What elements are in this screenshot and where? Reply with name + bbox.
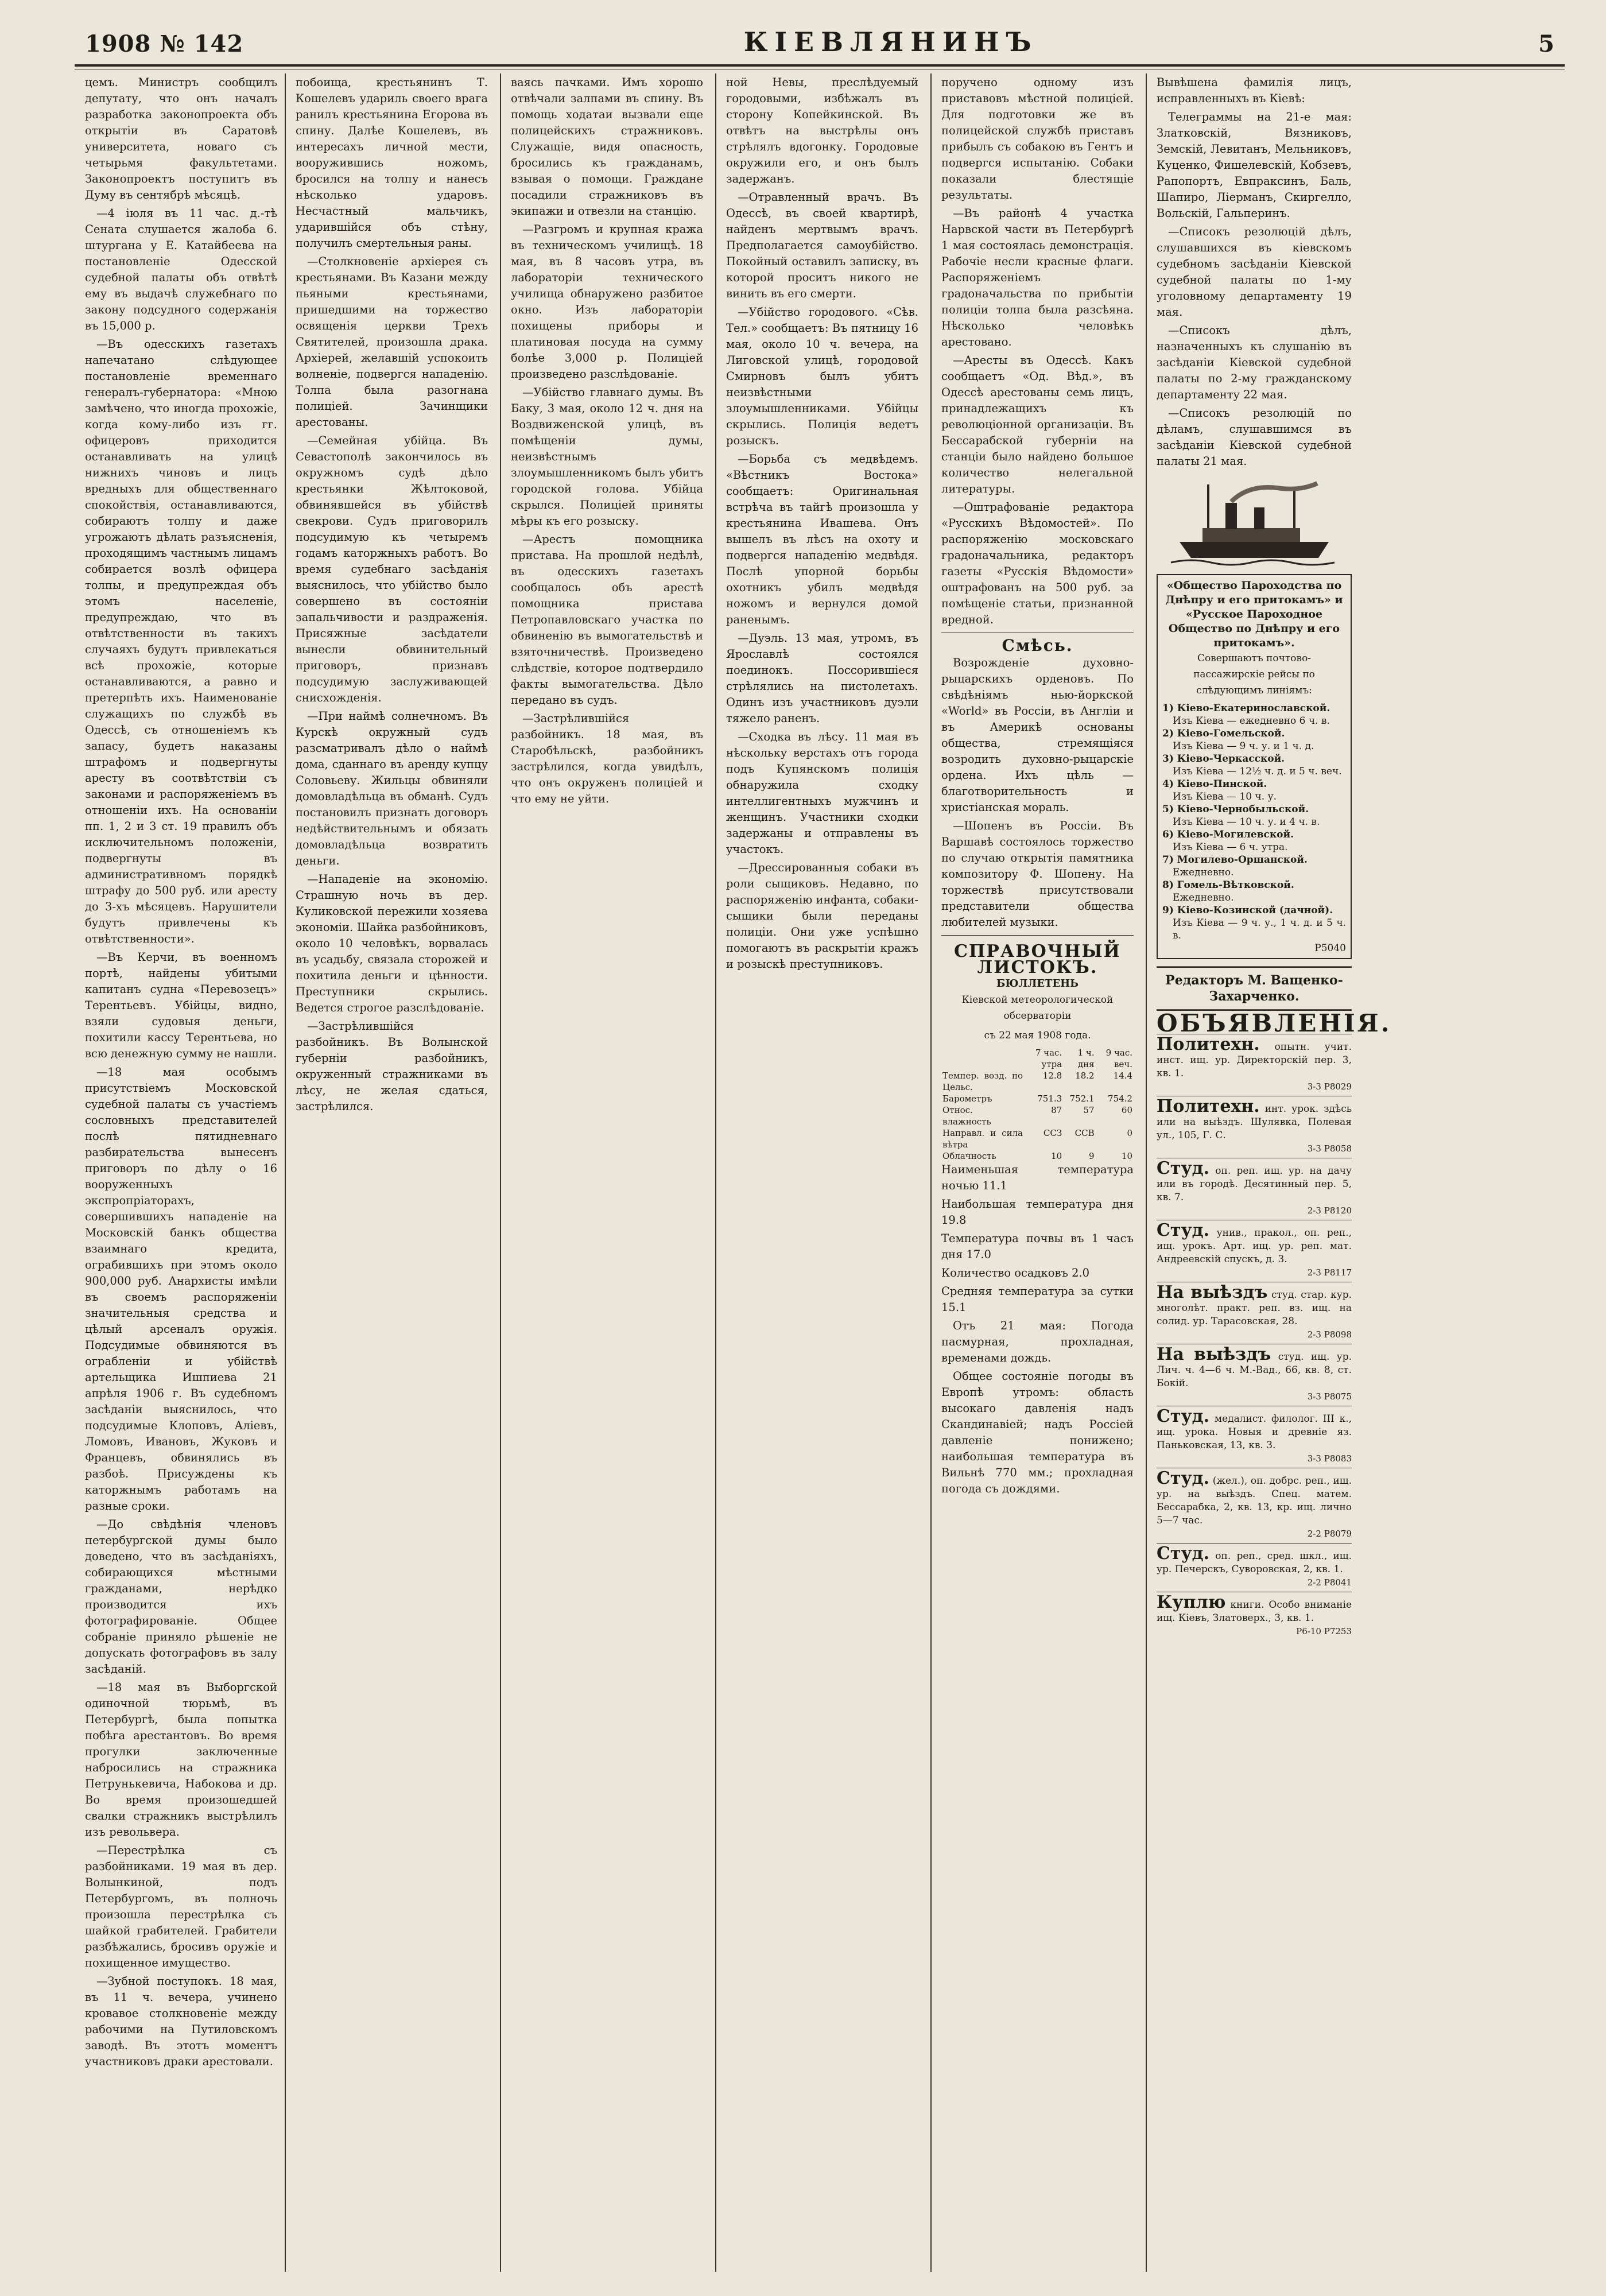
shipping-advertisement	[1157, 574, 1352, 959]
weather-cell: Барометръ	[942, 1093, 992, 1104]
bulletin-date: съ 22 мая 1908 года.	[984, 1030, 1091, 1041]
ad-text: оп. реп. ищ. ур. на дачу или въ городѣ. Десятинный пер. 5, кв. 7.	[1157, 1165, 1352, 1203]
ad-code: Р6-10 P7253	[1296, 1626, 1352, 1636]
route-times: Ежедневно.	[1173, 867, 1234, 878]
weather-cell: 0	[1127, 1128, 1132, 1138]
classified-ad	[1157, 1220, 1352, 1282]
article-paragraph: —Дуэль. 13 мая, утромъ, въ Ярославлѣ состоялся поединокъ. Поссорившіеся стрѣлялись на пистолетахъ. Одинъ изъ участниковъ дуэли тяжело раненъ.	[726, 631, 918, 725]
article-paragraph: —Разгромъ и крупная кража въ техническомъ училищѣ. 18 мая, въ 8 часовъ утра, въ лабораторіи технического училища обнаружено разбитое окно. Изъ лабораторіи похищены приборы и платиновая посуда на сумму болѣе 3,000 р. Полиціей произведено разслѣдованіе.	[511, 223, 703, 381]
weather-note: Средняя температура за сутки 15.1	[941, 1285, 1134, 1314]
ad-lead: Студ.	[1157, 1220, 1210, 1240]
route-name: 6) Кіево-Могилевской.	[1162, 829, 1294, 840]
weather-table	[941, 1047, 1134, 1162]
weather-header-cell: 9 час. веч.	[1105, 1048, 1132, 1069]
ad-text: медалист. филолог. III к., ищ. урока. Новыя и древніе яз. Паньковская, 13, кв. 3.	[1157, 1413, 1352, 1451]
article-paragraph: —Дрессированныя собаки въ роли сыщиковъ. Недавно, по распоряженію инфанта, собаки-сыщики были переданы полиціи. Они уже успѣшно помогаютъ въ раскрытіи кражъ и розыскѣ преступниковъ.	[726, 861, 918, 971]
section-divider	[941, 935, 1134, 936]
weather-note: Отъ 21 мая: Погода пасмурная, прохладная, временами дождь.	[941, 1319, 1134, 1364]
article-paragraph: —Застрѣлившійся разбойникъ. Въ Волынской губерніи разбойникъ, окруженный стражниками въ лѣсу, не желая сдаться, застрѣлился.	[296, 1019, 488, 1113]
article-paragraph: ваясь пачками. Имъ хорошо отвѣчали залпами въ спину. Въ помощь ходатаи вызвали еще полицейскихъ стражниковъ. Служащіе, видя опасность, бросились къ гражданамъ, взывая о помощи. Граждане посадили стражниковъ въ экипажи и отвезли на станцію.	[511, 76, 703, 218]
weather-cell: 10	[1121, 1151, 1132, 1161]
column-rule	[1146, 73, 1147, 2272]
classified-ad	[1157, 1282, 1352, 1344]
route-times: Изъ Кіева — 12½ ч. д. и 5 ч. веч.	[1173, 766, 1342, 777]
page-number: 5	[1538, 30, 1554, 57]
shipping-code: Р5040	[1314, 943, 1346, 954]
ad-code: 3-3 P8058	[1307, 1143, 1352, 1154]
route-name: 5) Кіево-Чернобыльской.	[1162, 804, 1309, 815]
ad-code: 2-3 P8120	[1307, 1205, 1352, 1216]
route-times: Ежедневно.	[1173, 892, 1234, 903]
classified-ad	[1157, 1344, 1352, 1406]
route-times: Изъ Кіева — ежедневно 6 ч. в.	[1173, 715, 1330, 727]
miscellany-paragraph: Возрожденіе духовно-рыцарскихъ орденовъ. По свѣдѣніямъ нью-йоркской «World» въ Россіи, въ Англіи и въ Америкѣ основаны общества, стремящіяся возродить духовно-рыцарскіе ордена. Ихъ цѣль — благотворительность и христіанская мораль.	[941, 656, 1134, 814]
shipping-route	[1162, 727, 1346, 753]
shipping-companies: «Общество Пароходства по Днѣпру и его притокамъ» и «Русское Пароходное Общество по Днѣпру и его притокамъ».	[1165, 579, 1343, 649]
ad-code: 2-3 P8117	[1307, 1267, 1352, 1278]
ad-code: 3-3 P8075	[1307, 1391, 1352, 1402]
route-times: Изъ Кіева — 10 ч. у. и 4 ч. в.	[1173, 816, 1320, 828]
route-name: 1) Кіево-Екатеринославской.	[1162, 703, 1330, 714]
weather-note: Количество осадковъ 2.0	[941, 1266, 1090, 1279]
article-paragraph: —При наймѣ солнечномъ. Въ Курскѣ окружный судъ разсматривалъ дѣло о наймѣ дома, сданнаго въ аренду купцу Соловьеву. Жильцы обвиняли домовладѣльца въ обманѣ. Судъ постановилъ признать договоръ недѣйствительнымъ и обязать домовладѣльца возвратить деньги.	[296, 709, 488, 867]
weather-cell: Облачность	[942, 1151, 996, 1161]
article-paragraph: —Семейная убійца. Въ Севастополѣ закончилось въ окружномъ судѣ дѣло крестьянки Жѣлтоковой, обвинявшейся въ убійствѣ свекрови. Судъ приговорилъ подсудимую къ четыремъ годамъ каторжныхъ работъ. Во время судебнаго засѣданія выяснилось, что убійство было совершено въ состояніи запальчивости и раздраженія. Присяжные засѣдатели вынесли обвинительный приговоръ, признавъ подсудимую заслуживающей снисхожденія.	[296, 434, 488, 704]
weather-note: Наибольшая температура дня 19.8	[941, 1197, 1134, 1227]
article-column-5	[941, 75, 1134, 2267]
article-paragraph: —Перестрѣлка съ разбойниками. 19 мая въ дер. Волынкиной, подъ Петербургомъ, въ полночь произошла перестрѣлка съ шайкой грабителей. Грабители разбѣжались, бросивъ оружіе и похищенное имущество.	[85, 1844, 277, 1969]
classified-ad	[1157, 1034, 1352, 1096]
weather-cell: ССВ	[1074, 1128, 1095, 1138]
weather-row	[941, 1070, 1134, 1093]
article-column-1	[85, 75, 277, 2267]
ad-lead: На выѣздъ	[1157, 1344, 1271, 1364]
ad-text: книги. Особо вниманіе ищ. Кіевъ, Златоверх., 3, кв. 1.	[1157, 1599, 1352, 1624]
article-paragraph: —4 іюля въ 11 час. д.-тѣ Сената слушается жалоба 6. штургана у Е. Катайбеева на постановленіе Одесской судебной палаты объ отвѣтѣ ему въ выдачѣ служебнаго по закону подсудного содержанія въ 15,000 р.	[85, 207, 277, 332]
newspaper-title: КІЕВЛЯНИНЪ	[743, 26, 1038, 57]
article-paragraph: ной Невы, преслѣдуемый городовыми, избѣжалъ въ сторону Копейкинской. Въ отвѣтъ на выстрѣлы онъ стрѣлялъ вдогонку. Городовые окружили его, и онъ былъ задержанъ.	[726, 76, 918, 185]
article-paragraph: —Нападеніе на экономію. Страшную ночь въ дер. Куликовской пережили хозяева экономіи. Шайка разбойниковъ, около 10 человѣкъ, ворвалась въ усадьбу, связала сторожей и похитила деньги и цѣнности. Преступники скрылись. Ведется строгое разслѣдованіе.	[296, 872, 488, 1014]
article-paragraph: —Убійство главнаго думы. Въ Баку, 3 мая, около 12 ч. дня на Воздвиженской улицѣ, въ помѣщеніи думы, неизвѣстнымъ злоумышленникомъ былъ убитъ городской голова. Убійца скрылся. Полиціей приняты мѣры къ его розыску.	[511, 386, 703, 528]
ad-code: 3-3 P8083	[1307, 1453, 1352, 1464]
column-6	[1157, 75, 1392, 2267]
article-paragraph: —Столкновеніе архіерея съ крестьянами. Въ Казани между пьяными крестьянами, пришедшими на торжество освященія церкви Трехъ Святителей, произошла драка. Архіерей, желавшій успокоить волненіе, подвергся нападенію. Толпа была разогнана полиціей. Зачинщики арестованы.	[296, 255, 488, 429]
court-list: —Списокъ дѣлъ, назначенныхъ къ слушанію въ засѣданіи Кіевской судебной палаты по 2-му гражданскому департаменту 22 мая.	[1157, 324, 1352, 401]
column-rule	[500, 73, 501, 2272]
weather-row	[941, 1127, 1134, 1150]
weather-cell: 9	[1089, 1151, 1095, 1161]
ad-lead: Куплю	[1157, 1592, 1226, 1612]
steamship-icon	[1168, 473, 1340, 571]
weather-note: Температура почвы въ 1 часъ дня 17.0	[941, 1232, 1134, 1261]
route-times: Изъ Кіева — 10 ч. у.	[1173, 791, 1277, 802]
shipping-route	[1162, 753, 1346, 778]
classified-ad	[1157, 1406, 1352, 1468]
telegram-text: Телеграммы на 21-е мая: Златковскій, Вязниковъ, Земскій, Левитанъ, Мельниковъ, Куценко, Фишелевскій, Кобзевъ, Рапопортъ, Евпраксинъ, Баль, Шапиро, Ліерманъ, Скиргелло, Вольскій, Гальперинъ.	[1157, 110, 1352, 220]
weather-row	[941, 1093, 1134, 1104]
ad-lead: На выѣздъ	[1157, 1282, 1268, 1302]
masthead	[85, 21, 1554, 57]
article-paragraph: —Сходка въ лѣсу. 11 мая въ нѣскольку верстахъ отъ города подъ Купянскомъ полиція обнаружила сходку интеллигентныхъ мужчинъ и женщинъ. Участники сходки задержаны и отправлены въ участокъ.	[726, 730, 918, 856]
article-paragraph: поручено одному изъ приставовъ мѣстной полиціей. Для подготовки же въ полицейской службѣ приставъ прибылъ съ собакою въ Гентъ и подвергся испытанію. Собаки показали блестящіе результаты.	[941, 76, 1134, 201]
weather-cell: 14.4	[1113, 1071, 1132, 1081]
article-paragraph: —Зубной поступокъ. 18 мая, въ 11 ч. вечера, учинено кровавое столкновеніе между рабочими на Путиловскомъ заводѣ. Въ этотъ моментъ участниковъ драки арестовали.	[85, 1975, 277, 2068]
route-times: Изъ Кіева — 9 ч. у., 1 ч. д. и 5 ч. в.	[1173, 917, 1346, 941]
article-paragraph: —Борьба съ медвѣдемъ. «Вѣстникъ Востока» сообщаетъ: Оригинальная встрѣча въ тайгѣ произошла у крестьянина Ивашева. Онъ вышелъ въ лѣсъ на охоту и подвергся нападенію медвѣдя. Послѣ упорной борьбы охотникъ убилъ медвѣдя ножомъ и вернулся домой раненымъ.	[726, 452, 918, 626]
telegram-heading: Вывѣшена фамилія лицъ, исправленныхъ въ Кіевѣ:	[1157, 76, 1352, 105]
classified-ad	[1157, 1468, 1352, 1543]
weather-cell: Относ. влажность	[942, 1105, 991, 1127]
weather-cell: 12.8	[1042, 1071, 1062, 1081]
ad-text: опытн. учит. инст. ищ. ур. Директорскій пер. 3, кв. 1.	[1157, 1041, 1352, 1079]
article-paragraph: —Отравленный врачъ. Въ Одессѣ, въ своей квартирѣ, найденъ мертвымъ врачъ. Предполагается самоубійство. Покойный оставилъ записку, въ которой проситъ никого не винить въ его смерти.	[726, 191, 918, 300]
weather-cell: 751.3	[1037, 1093, 1062, 1104]
article-paragraph: —Убійство городового. «Сѣв. Тел.» сообщаетъ: Въ пятницу 16 мая, около 10 ч. вечера, на Лиговской улицѣ, городовой Смирновъ былъ убитъ неизвѣстными злоумышленниками. Убійцы скрылись. Полиція ведетъ розыскъ.	[726, 305, 918, 447]
route-times: Изъ Кіева — 9 ч. у. и 1 ч. д.	[1173, 740, 1314, 752]
article-column-4	[726, 75, 918, 2267]
route-name: 7) Могилево-Оршанской.	[1162, 854, 1308, 866]
weather-header-cell: 7 час. утра	[1035, 1048, 1062, 1069]
ad-text: (жел.), оп. добрс. реп., ищ. ур. на выѣздъ. Спец. матем. Бессарабка, 2, кв. 13, кр. ищ. лично 5—7 час.	[1157, 1475, 1352, 1526]
article-paragraph: —До свѣдѣнія членовъ петербургской думы было доведено, что въ засѣданіяхъ, собирающихся мѣстными гражданами, нерѣдко производится ихъ фотографированіе. Общее собраніе приняло рѣшеніе не допускать фотографовъ въ залу засѣданій.	[85, 1518, 277, 1676]
ad-text: оп. реп., сред. шкл., ищ. ур. Печерскъ, Суворовская, 2, кв. 1.	[1157, 1550, 1352, 1575]
miscellany-paragraph: —Шопенъ въ Россіи. Въ Варшавѣ состоялось торжество по случаю открытія памятника композитору Ф. Шопену. На торжествѣ присутствовали представители общества любителей музыки.	[941, 819, 1134, 929]
weather-cell: ССЗ	[1043, 1128, 1062, 1138]
route-name: 4) Кіево-Пинской.	[1162, 778, 1267, 790]
editor-line: Редакторъ М. Ващенко-Захарченко.	[1157, 966, 1352, 1011]
weather-cell: 87	[1051, 1105, 1062, 1115]
ad-text: студ. ищ. ур. Лич. ч. 4—6 ч. М.-Вад., 66, кв. 8, ст. Бокій.	[1157, 1351, 1352, 1389]
article-paragraph: —18 мая въ Выборгской одиночной тюрьмѣ, въ Петербургѣ, была попытка побѣга арестантовъ. Во время прогулки заключенные набросились на стражника Петрунькевича, Набокова и др. Во время произошедшей свалки стражникъ выстрѣлилъ изъ револьвера.	[85, 1681, 277, 1839]
weather-cell: 754.2	[1108, 1093, 1132, 1104]
article-paragraph: побоища, крестьянинъ Т. Кошелевъ удариль своего врага ранилъ крестьянина Егорова въ спину. Далѣе Кошелевъ, въ интересахъ личной мести, вооружившись ножомъ, бросился на толпу и нанесъ нѣсколько ударовъ. Несчастный мальчикъ, ударившійся объ стѣну, получилъ смертельныя раны.	[296, 76, 488, 250]
weather-cell: Направл. и сила вѣтра	[942, 1128, 1023, 1150]
article-paragraph: —Аресты въ Одессѣ. Какъ сообщаетъ «Од. Вѣд.», въ Одессѣ арестованы семь лицъ, принадлежащихъ къ революціонной организаціи. Въ Бессарабской губерніи на станціи было найдено большое количество нелегальной литературы.	[941, 354, 1134, 495]
article-paragraph: —Оштрафованіе редактора «Русскихъ Вѣдомостей». По распоряженію московскаго градоначальника, редакторъ газеты «Русскія Вѣдомости» оштрафованъ на 500 руб. за помѣщеніе статьи, признанной вредной.	[941, 501, 1134, 626]
weather-header-row	[941, 1047, 1134, 1070]
article-paragraph: —Въ Керчи, въ военномъ портѣ, найдены убитыми капитанъ судна «Перевозецъ» Терентьевъ. Убійцы, видно, взяли судовыя деньги, похитили кассу Терентьева, но всю денежную сумму не нашли.	[85, 951, 277, 1060]
column-rule	[930, 73, 932, 2272]
weather-cell: 57	[1083, 1105, 1095, 1115]
article-paragraph: —Арестъ помощника пристава. На прошлой недѣлѣ, въ одесскихъ газетахъ сообщалось объ арестѣ помощника пристава Петропавловскаго участка по обвиненію въ вымогательствѣ и взяточничествѣ. Произведено слѣдствіе, которое подтвердило факты вымогательства. Дѣло передано въ судъ.	[511, 533, 703, 707]
route-name: 2) Кіево-Гомельской.	[1162, 728, 1285, 739]
article-paragraph: —Въ одесскихъ газетахъ напечатано слѣдующее постановленіе временнаго генералъ-губернатора: «Мною замѣчено, что иногда прохожіе, когда кому-либо изъ гг. офицеровъ приходится останавливать на улицѣ нижнихъ чиновъ и лицъ вредныхъ для общественнаго спокойствія, останавливаются, собираютъ толпу и даже угрожаютъ дѣлать разъясненія, проходящимъ частнымъ лицамъ собирается возлѣ офицера толпы, и предупреждая объ этомъ населеніе, предупреждаю, что въ отвѣтственности въ такихъ случаяхъ будутъ привлекаться всѣ прохожіе, которые останавливаются, а равно и претерпѣть ихъ. Наименованіе служащихъ по службѣ въ Одессѣ, съ отношеніемъ къ запасу, будетъ наказаны штрафомъ и подвергнуты аресту въ соотвѣтствіи съ законами и распоряженіемъ въ отношеніи ихъ. На основаніи пп. 1, 2 и 3 ст. 19 правилъ объ исключительномъ положеніи, подвергнуты въ административномъ порядкѣ штрафу до 500 руб. или аресту до 3-хъ мѣсяцевъ. Нарушители будутъ привлечены къ отвѣтственности».	[85, 338, 277, 945]
classified-ad	[1157, 1543, 1352, 1592]
shipping-route	[1162, 778, 1346, 803]
article-paragraph: —18 мая особымъ присутствіемъ Московской судебной палаты съ участіемъ сословныхъ представителей послѣ пятидневнаго разбирательства вынесенъ приговоръ по дѣлу о 16 вооруженныхъ экспропріаторахъ, совершившихъ нападеніе на Московскій банкъ общества взаимнаго кредита, ограбившихъ при этомъ около 900,000 руб. Анархисты имѣли въ своемъ распоряженіи значительныя средства и цѣлый арсеналъ оружія. Подсудимые обвиняются въ ограбленіи и убійствѣ артельщика Ишпиева 21 апрѣля 1906 г. Въ судебномъ засѣданіи выяснилось, что подсудимые Клоповъ, Аліевъ, Ломовъ, Ивановъ, Жуковъ и Францевъ, обвинялись въ разбоѣ. Присуждены къ каторжнымъ работамъ на разные сроки.	[85, 1065, 277, 1512]
masthead-rule	[75, 64, 1565, 67]
shipping-route	[1162, 828, 1346, 854]
classified-ad	[1157, 1592, 1352, 1640]
article-column-3	[511, 75, 703, 2267]
ad-lead: Студ.	[1157, 1543, 1210, 1564]
weather-note: Общее состояніе погоды въ Европѣ утромъ: область высокаго давленія надъ Скандинавіей; надъ Россіей давленіе понижено; наибольшая температура въ Вильнѣ 770 мм.; прохладная погода съ дождями.	[941, 1370, 1134, 1495]
miscellany-heading: Смѣсь.	[1002, 636, 1073, 655]
shipping-route	[1162, 904, 1346, 942]
bulletin-heading: БЮЛЛЕТЕНЬ	[996, 978, 1079, 990]
weather-row	[941, 1104, 1134, 1127]
ad-code: 2-2 P8041	[1307, 1577, 1352, 1588]
ad-code: 2-2 P8079	[1307, 1529, 1352, 1539]
court-list: —Списокъ резолюцій дѣлъ, слушавшихся въ кіевскомъ судебномъ засѣданіи Кіевской судебной палаты по 1-му уголовному департаменту 19 мая.	[1157, 225, 1352, 319]
article-column-2	[296, 75, 488, 2267]
shipping-route	[1162, 803, 1346, 828]
weather-cell: 10	[1051, 1151, 1062, 1161]
route-times: Изъ Кіева — 6 ч. утра.	[1173, 841, 1288, 853]
ad-lead: Студ.	[1157, 1158, 1210, 1178]
issue-number: 1908 № 142	[85, 30, 244, 57]
ad-lead: Политехн.	[1157, 1096, 1260, 1116]
weather-cell: Темпер. возд. по Цельс.	[942, 1071, 1023, 1092]
shipping-route	[1162, 854, 1346, 879]
shipping-route	[1162, 702, 1346, 727]
article-paragraph: —Застрѣлившійся разбойникъ. 18 мая, въ Старобѣльскѣ, разбойникъ застрѣлился, когда увидѣлъ, что онъ окруженъ полиціей и что ему не уйти.	[511, 712, 703, 805]
article-paragraph: цемъ. Министръ сообщилъ депутату, что онъ началъ разработка законопроекта объ открытіи въ Саратовѣ университета, новаго съ четырьмя факультетами. Законопроектъ поступитъ въ Думу въ сентябрѣ мѣсяцѣ.	[85, 76, 277, 201]
route-name: 3) Кіево-Черкасской.	[1162, 753, 1285, 765]
ad-text: студ. стар. кур. многолѣт. практ. реп. вз. ищ. на солид. ур. Тарасовская, 28.	[1157, 1289, 1352, 1327]
column-rule	[715, 73, 716, 2272]
ad-lead: Студ.	[1157, 1406, 1210, 1426]
bulletin-org: Кіевской метеорологической обсерваторіи	[961, 994, 1114, 1022]
reference-sheet-heading: СПРАВОЧНЫЙ ЛИСТОКЪ.	[954, 941, 1121, 978]
shipping-route	[1162, 879, 1346, 904]
weather-cell: 60	[1121, 1105, 1132, 1115]
ad-code: 3-3 P8029	[1307, 1081, 1352, 1092]
shipping-subtitle: Совершаютъ почтово-пассажирскіе рейсы по слѣдующимъ линіямъ:	[1193, 653, 1315, 696]
weather-cell: 18.2	[1075, 1071, 1095, 1081]
weather-header-cell	[941, 1047, 1024, 1070]
route-name: 8) Гомель-Вѣтковской.	[1162, 879, 1294, 891]
article-paragraph: —Въ районѣ 4 участка Нарвской части въ Петербургѣ 1 мая состоялась демонстрація. Рабочіе несли красные флаги. Распоряженіемъ градоначальства по прибытіи полиціи толпа была разсѣяна. Нѣсколько человѣкъ арестовано.	[941, 207, 1134, 348]
ad-code: 2-3 P8098	[1307, 1329, 1352, 1340]
classified-ad	[1157, 1096, 1352, 1158]
column-rule	[285, 73, 286, 2272]
weather-header-cell: 1 ч. дня	[1077, 1048, 1095, 1069]
weather-row	[941, 1150, 1134, 1162]
advertisements-heading: ОБЪЯВЛЕНІЯ.	[1157, 1009, 1392, 1037]
ad-lead: Политехн.	[1157, 1034, 1260, 1054]
classified-ad	[1157, 1158, 1352, 1220]
weather-note: Наименьшая температура ночью 11.1	[941, 1163, 1134, 1192]
weather-cell: 752.1	[1069, 1093, 1095, 1104]
court-list: —Списокъ резолюцій по дѣламъ, слушавшимся въ засѣданіи Кіевской судебной палаты 21 мая.	[1157, 406, 1352, 468]
ad-text: унив., пракол., оп. реп., ищ. урокъ. Арт. ищ. ур. реп. мат. Андреевскій спускъ, д. 3.	[1157, 1227, 1352, 1265]
ad-lead: Студ.	[1157, 1468, 1210, 1488]
ad-text: инт. урок. здѣсь или на выѣздъ. Шулявка, Полевая ул., 105, Г. С.	[1157, 1103, 1352, 1141]
route-name: 9) Кіево-Козинской (дачной).	[1162, 905, 1333, 916]
